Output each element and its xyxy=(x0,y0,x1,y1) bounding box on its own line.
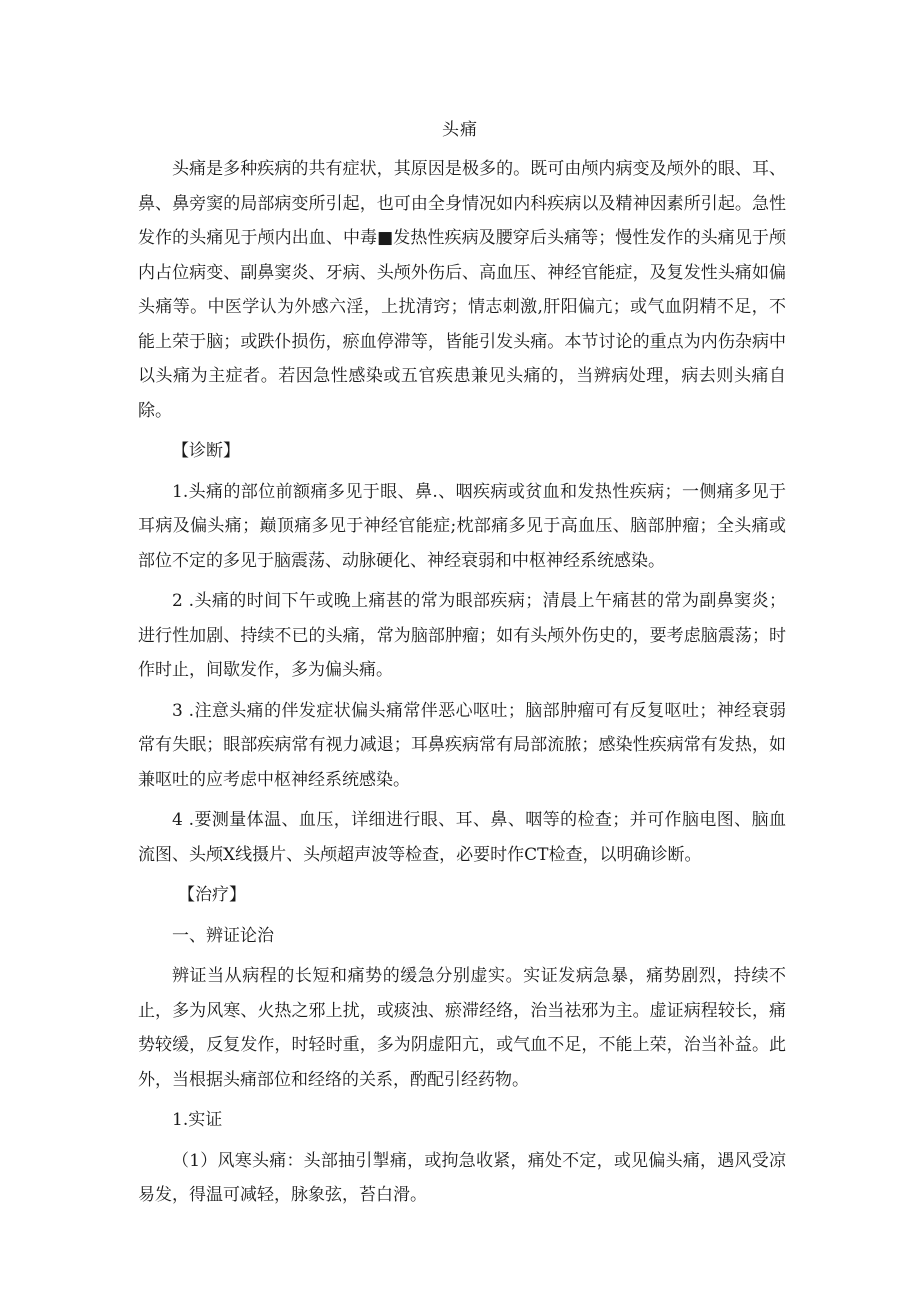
document-title: 头痛 xyxy=(442,120,478,140)
section-one-paragraph: 辨证当从病程的长短和痛势的缓急分别虚实。实证发病急暴，痛势剧烈，持续不止，多为风寒、火热之邪上扰，或痰浊、瘀滞经络，治当祛邪为主。虚证病程较长，痛势较缓，反复发作，时轻时重，多为阴虚阳亢，或气血不足，不能上荣，治当补益。此外，当根据头痛部位和经络的关系，酌配引经药物。 xyxy=(138,966,786,1090)
subsection-item-1: （1）风寒头痛：头部抽引掣痛，或拘急收紧，痛处不定，或见偏头痛，遇风受凉易发，得温可减轻，脉象弦，苔白滑。 xyxy=(138,1150,786,1205)
document-body xyxy=(138,152,786,1219)
diagnosis-item-1: 1.头痛的部位前额痛多见于眼、鼻.、咽疾病或贫血和发热性疾病；一侧痛多见于耳病及偏头痛；巅顶痛多见于神经官能症;枕部痛多见于高血压、脑部肿瘤；全头痛或部位不定的多见于脑震荡、动脉硬化、神经衰弱和中枢神经系统感染。 xyxy=(138,481,786,571)
subsection-heading: 1.实证 xyxy=(172,1110,223,1130)
diagnosis-heading: 【诊断】 xyxy=(172,441,240,461)
section-one-heading: 一、辨证论治 xyxy=(172,925,274,946)
diagnosis-item-3: 3 .注意头痛的伴发症状偏头痛常伴恶心呕吐；脑部肿瘤可有反复呕吐；神经衰弱常有失眠；眼部疾病常有视力减退；耳鼻疾病常有局部流脓；感染性疾病常有发热，如兼呕吐的应考虑中枢神经系统感染。 xyxy=(138,700,786,790)
diagnosis-item-4: 4 .要测量体温、血压，详细进行眼、耳、鼻、咽等的检查；并可作脑电图、脑血流图、头颅X线摄片、头颅超声波等检查，必要时作CT检查，以明确诊断。 xyxy=(138,810,786,865)
intro-paragraph: 头痛是多种疾病的共有症状，其原因是极多的。既可由颅内病变及颅外的眼、耳、鼻、鼻旁窦的局部病变所引起，也可由全身情况如内科疾病以及精神因素所引起。急性发作的头痛见于颅内出血、中毒■发热性疾病及腰穿后头痛等；慢性发作的头痛见于颅内占位病变、副鼻窦炎、牙病、头颅外伤后、高血压、神经官能症，及复发性头痛如偏头痛等。中医学认为外感六淫，上扰清窍；情志刺激,肝阳偏亢；或气血阴精不足，不能上荣于脑；或跌仆损伤，瘀血停滞等，皆能引发头痛。本节讨论的重点为内伤杂病中以头痛为主症者。若因急性感染或五官疾患兼见头痛的，当辨病处理，病去则头痛自除。 xyxy=(138,159,786,421)
treatment-heading: 【治疗】 xyxy=(178,885,246,905)
diagnosis-item-2: 2 .头痛的时间下午或晚上痛甚的常为眼部疾病；清晨上午痛甚的常为副鼻窦炎；进行性加剧、持续不已的头痛，常为脑部肿瘤；如有头颅外伤史的，要考虑脑震荡；时作时止，间歇发作，多为偏头痛。 xyxy=(138,591,786,680)
